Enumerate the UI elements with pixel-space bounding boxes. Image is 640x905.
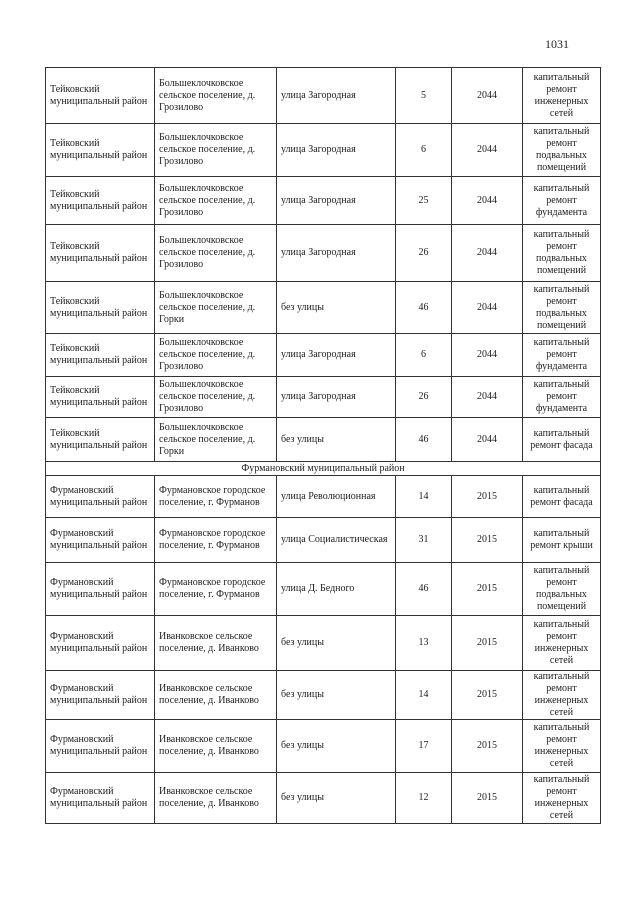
year-cell: 2044 [452, 124, 523, 177]
district-cell: Тейковский муниципальный район [46, 177, 155, 225]
district-cell: Тейковский муниципальный район [46, 68, 155, 124]
street-cell: улица Социалистическая [277, 518, 396, 563]
street-cell: улица Загородная [277, 177, 396, 225]
street-cell: без улицы [277, 418, 396, 462]
settlement-cell: Фурмановское городское поселение, г. Фурманов [155, 476, 277, 518]
settlement-cell: Большеклочковское сельское поселение, д. Грозилово [155, 124, 277, 177]
year-cell: 2044 [452, 282, 523, 334]
house-number-cell: 46 [396, 282, 452, 334]
district-cell: Фурмановский муниципальный район [46, 671, 155, 720]
year-cell: 2044 [452, 377, 523, 418]
street-cell: улица Загородная [277, 334, 396, 377]
house-number-cell: 25 [396, 177, 452, 225]
settlement-cell: Большеклочковское сельское поселение, д. Грозилово [155, 334, 277, 377]
street-cell: улица Революционная [277, 476, 396, 518]
year-cell: 2015 [452, 616, 523, 671]
settlement-cell: Большеклочковское сельское поселение, д. Грозилово [155, 177, 277, 225]
work-type-cell: капитальный ремонт инженерных сетей [523, 68, 601, 124]
work-type-cell: капитальный ремонт фасада [523, 418, 601, 462]
year-cell: 2044 [452, 177, 523, 225]
district-cell: Тейковский муниципальный район [46, 418, 155, 462]
settlement-cell: Большеклочковское сельское поселение, д. Грозилово [155, 377, 277, 418]
year-cell: 2044 [452, 334, 523, 377]
work-type-cell: капитальный ремонт фундамента [523, 334, 601, 377]
work-type-cell: капитальный ремонт подвальных помещений [523, 282, 601, 334]
settlement-cell: Фурмановское городское поселение, г. Фурманов [155, 563, 277, 616]
street-cell: улица Загородная [277, 68, 396, 124]
table-row [46, 563, 601, 616]
page-number: 1031 [545, 37, 569, 51]
district-cell: Тейковский муниципальный район [46, 225, 155, 282]
house-number-cell: 12 [396, 773, 452, 824]
table-row [46, 773, 601, 824]
district-cell: Фурмановский муниципальный район [46, 773, 155, 824]
work-type-cell: капитальный ремонт инженерных сетей [523, 671, 601, 720]
district-cell: Фурмановский муниципальный район [46, 476, 155, 518]
street-cell: улица Загородная [277, 225, 396, 282]
street-cell: улица Загородная [277, 124, 396, 177]
table-row [46, 225, 601, 282]
house-number-cell: 6 [396, 124, 452, 177]
district-cell: Фурмановский муниципальный район [46, 518, 155, 563]
house-number-cell: 26 [396, 225, 452, 282]
table-row [46, 282, 601, 334]
district-cell: Тейковский муниципальный район [46, 282, 155, 334]
settlement-cell: Иванковское сельское поселение, д. Иванково [155, 616, 277, 671]
settlement-cell: Большеклочковское сельское поселение, д. Грозилово [155, 225, 277, 282]
house-number-cell: 46 [396, 418, 452, 462]
work-type-cell: капитальный ремонт фундамента [523, 177, 601, 225]
house-number-cell: 6 [396, 334, 452, 377]
street-cell: без улицы [277, 282, 396, 334]
table-row [46, 124, 601, 177]
house-number-cell: 5 [396, 68, 452, 124]
work-type-cell: капитальный ремонт инженерных сетей [523, 773, 601, 824]
table-section-heading [46, 462, 601, 476]
table-row [46, 68, 601, 124]
settlement-cell: Иванковское сельское поселение, д. Иванково [155, 720, 277, 773]
registry-table [45, 67, 601, 824]
street-cell: без улицы [277, 616, 396, 671]
house-number-cell: 17 [396, 720, 452, 773]
settlement-cell: Большеклочковское сельское поселение, д. Грозилово [155, 68, 277, 124]
work-type-cell: капитальный ремонт подвальных помещений [523, 225, 601, 282]
work-type-cell: капитальный ремонт подвальных помещений [523, 563, 601, 616]
table-row [46, 377, 601, 418]
table-row [46, 616, 601, 671]
settlement-cell: Большеклочковское сельское поселение, д. Горки [155, 282, 277, 334]
district-cell: Тейковский муниципальный район [46, 334, 155, 377]
table-row [46, 334, 601, 377]
year-cell: 2015 [452, 563, 523, 616]
table-row [46, 476, 601, 518]
house-number-cell: 14 [396, 671, 452, 720]
group-heading: Фурмановский муниципальный район [46, 462, 601, 476]
table-row [46, 177, 601, 225]
year-cell: 2015 [452, 518, 523, 563]
street-cell: без улицы [277, 773, 396, 824]
work-type-cell: капитальный ремонт инженерных сетей [523, 720, 601, 773]
table-row [46, 418, 601, 462]
table-section-teykovsky [46, 68, 601, 462]
group-heading-row [46, 462, 601, 476]
work-type-cell: капитальный ремонт инженерных сетей [523, 616, 601, 671]
settlement-cell: Иванковское сельское поселение, д. Иванково [155, 671, 277, 720]
work-type-cell: капитальный ремонт фундамента [523, 377, 601, 418]
street-cell: улица Д. Бедного [277, 563, 396, 616]
street-cell: без улицы [277, 720, 396, 773]
settlement-cell: Большеклочковское сельское поселение, д. Горки [155, 418, 277, 462]
street-cell: без улицы [277, 671, 396, 720]
district-cell: Фурмановский муниципальный район [46, 720, 155, 773]
table-section-furmanovsky [46, 476, 601, 824]
district-cell: Фурмановский муниципальный район [46, 616, 155, 671]
year-cell: 2044 [452, 225, 523, 282]
house-number-cell: 31 [396, 518, 452, 563]
year-cell: 2015 [452, 476, 523, 518]
work-type-cell: капитальный ремонт фасада [523, 476, 601, 518]
year-cell: 2015 [452, 671, 523, 720]
table-row [46, 720, 601, 773]
street-cell: улица Загородная [277, 377, 396, 418]
table-row [46, 518, 601, 563]
district-cell: Тейковский муниципальный район [46, 377, 155, 418]
house-number-cell: 13 [396, 616, 452, 671]
work-type-cell: капитальный ремонт подвальных помещений [523, 124, 601, 177]
year-cell: 2044 [452, 68, 523, 124]
year-cell: 2044 [452, 418, 523, 462]
house-number-cell: 46 [396, 563, 452, 616]
house-number-cell: 26 [396, 377, 452, 418]
year-cell: 2015 [452, 720, 523, 773]
house-number-cell: 14 [396, 476, 452, 518]
settlement-cell: Фурмановское городское поселение, г. Фурманов [155, 518, 277, 563]
settlement-cell: Иванковское сельское поселение, д. Иванково [155, 773, 277, 824]
district-cell: Фурмановский муниципальный район [46, 563, 155, 616]
year-cell: 2015 [452, 773, 523, 824]
table-row [46, 671, 601, 720]
work-type-cell: капитальный ремонт крыши [523, 518, 601, 563]
district-cell: Тейковский муниципальный район [46, 124, 155, 177]
